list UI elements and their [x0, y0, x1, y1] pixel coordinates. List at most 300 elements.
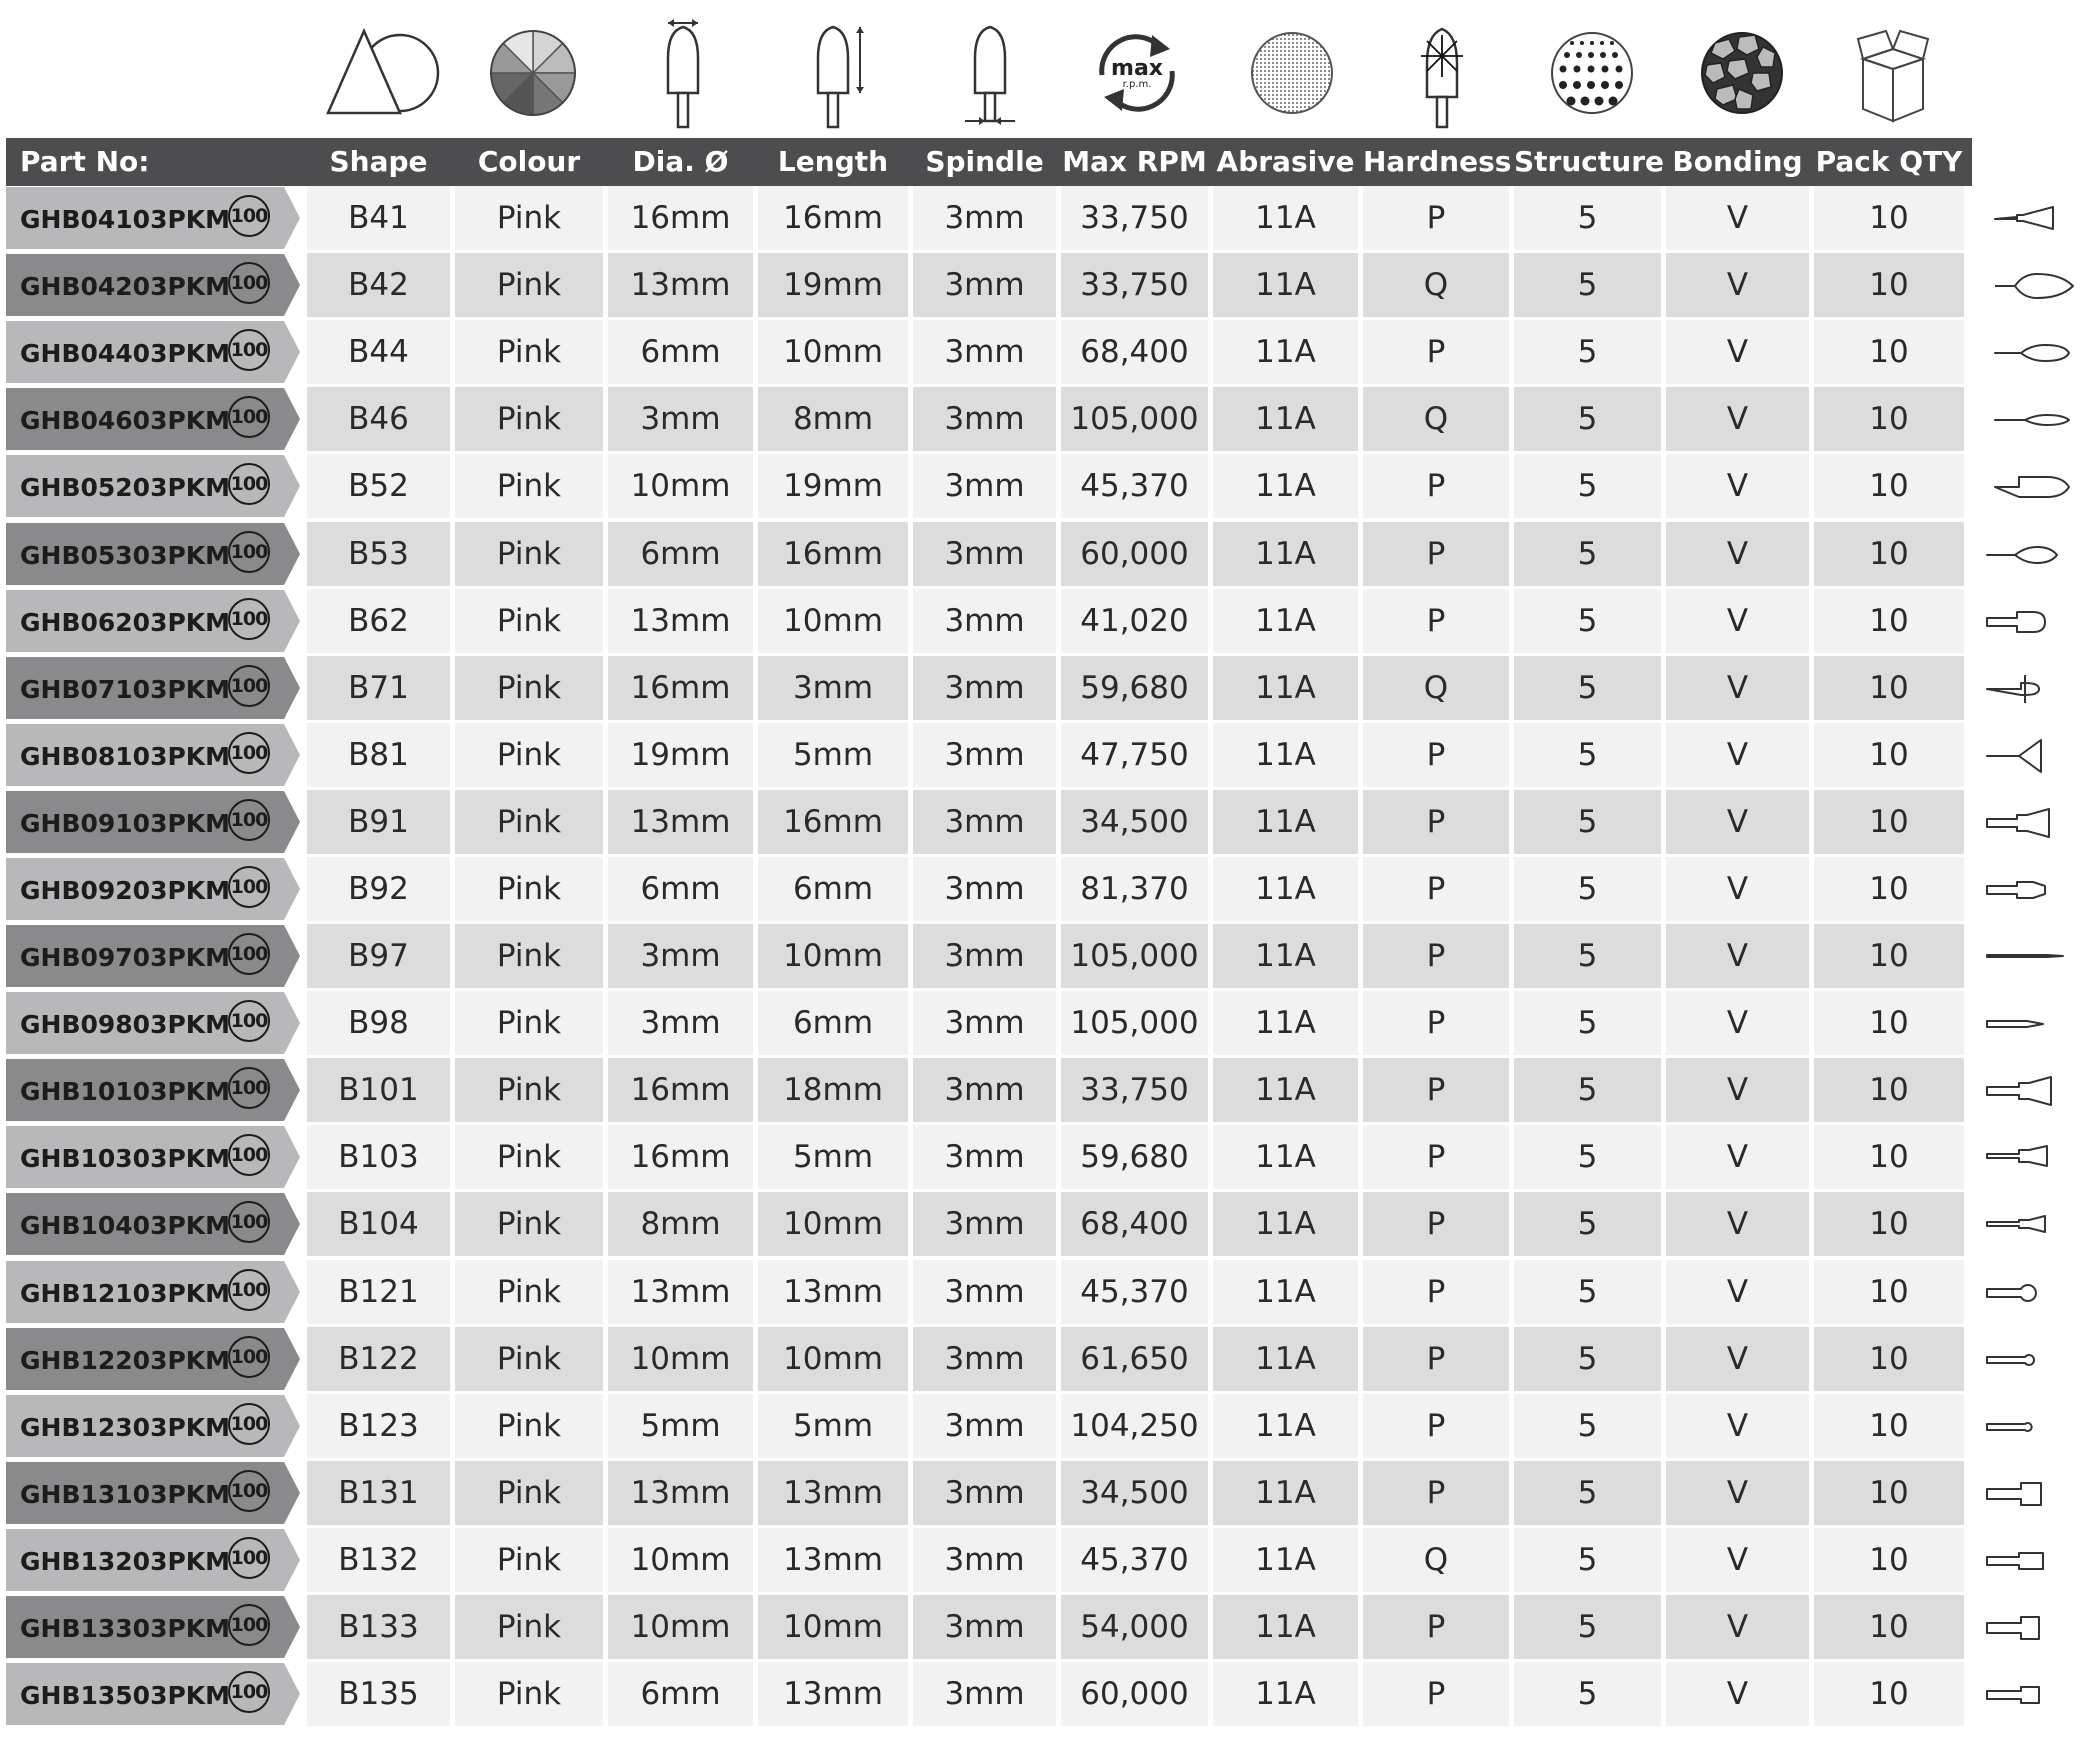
cell-rpm: 68,400 — [1061, 320, 1208, 384]
cell-abrasive: 11A — [1213, 589, 1358, 653]
pack-100-badge: 100 — [228, 1269, 270, 1311]
cell-structure: 5 — [1514, 1662, 1661, 1726]
table-row — [6, 1327, 1972, 1391]
header-max-rpm: Max RPM — [1062, 145, 1207, 178]
cell-hardness: Q — [1363, 1528, 1509, 1592]
table-row — [6, 1461, 1972, 1525]
cell-colour: Pink — [455, 1595, 603, 1659]
cell-dia: 6mm — [608, 1662, 753, 1726]
cell-structure: 5 — [1514, 387, 1661, 451]
cell-qty: 10 — [1814, 1528, 1964, 1592]
header-part-no: Part No: — [20, 145, 150, 178]
b62-shape-icon — [1985, 597, 2085, 647]
cell-length: 8mm — [758, 387, 908, 451]
cell-dia: 19mm — [608, 723, 753, 787]
cell-dia: 13mm — [608, 1260, 753, 1324]
cell-qty: 10 — [1814, 454, 1964, 518]
cell-qty: 10 — [1814, 857, 1964, 921]
table-row — [6, 589, 1972, 653]
b42-shape-icon — [1985, 261, 2085, 311]
cell-dia: 16mm — [608, 1125, 753, 1189]
cell-structure: 5 — [1514, 320, 1661, 384]
cell-qty: 10 — [1814, 387, 1964, 451]
cell-abrasive: 11A — [1213, 253, 1358, 317]
cell-bonding: V — [1666, 522, 1809, 586]
cell-hardness: P — [1363, 1192, 1509, 1256]
table-row — [6, 1192, 1972, 1256]
table-row — [6, 186, 1972, 250]
table-row — [6, 723, 1972, 787]
cell-shape: B97 — [307, 924, 450, 988]
cell-bonding: V — [1666, 1394, 1809, 1458]
table-row — [6, 1260, 1972, 1324]
cell-hardness: P — [1363, 924, 1509, 988]
cell-spindle: 3mm — [913, 857, 1056, 921]
part-number-tag — [6, 1529, 302, 1591]
cell-spindle: 3mm — [913, 522, 1056, 586]
cell-structure: 5 — [1514, 186, 1661, 250]
table-row — [6, 1394, 1972, 1458]
cell-structure: 5 — [1514, 1260, 1661, 1324]
cell-colour: Pink — [455, 1058, 603, 1122]
cell-abrasive: 11A — [1213, 320, 1358, 384]
pack-100-badge: 100 — [228, 665, 270, 707]
b104-shape-icon — [1985, 1201, 2085, 1251]
cell-abrasive: 11A — [1213, 991, 1358, 1055]
cell-colour: Pink — [455, 1192, 603, 1256]
cell-bonding: V — [1666, 186, 1809, 250]
part-number-tag — [6, 1462, 302, 1524]
part-number-tag — [6, 791, 302, 853]
cell-colour: Pink — [455, 320, 603, 384]
cell-hardness: P — [1363, 723, 1509, 787]
cell-structure: 5 — [1514, 1327, 1661, 1391]
length-icon — [760, 10, 910, 136]
cell-bonding: V — [1666, 1327, 1809, 1391]
part-number-tag — [6, 1261, 302, 1323]
cell-shape: B133 — [307, 1595, 450, 1659]
cell-abrasive: 11A — [1213, 1327, 1358, 1391]
cell-abrasive: 11A — [1213, 454, 1358, 518]
part-number: GHB04103PKM — [20, 205, 231, 234]
cell-abrasive: 11A — [1213, 656, 1358, 720]
cell-length: 19mm — [758, 253, 908, 317]
part-number-tag — [6, 590, 302, 652]
cell-spindle: 3mm — [913, 1461, 1056, 1525]
table-row — [6, 991, 1972, 1055]
b101-shape-icon — [1985, 1066, 2085, 1116]
b81-shape-icon — [1985, 731, 2085, 781]
part-number: GHB08103PKM — [20, 742, 231, 771]
cell-abrasive: 11A — [1213, 723, 1358, 787]
cell-bonding: V — [1666, 1192, 1809, 1256]
cell-length: 10mm — [758, 1192, 908, 1256]
cell-rpm: 59,680 — [1061, 656, 1208, 720]
cell-bonding: V — [1666, 857, 1809, 921]
cell-bonding: V — [1666, 320, 1809, 384]
cell-shape: B122 — [307, 1327, 450, 1391]
cell-dia: 5mm — [608, 1394, 753, 1458]
cell-shape: B42 — [307, 253, 450, 317]
cell-rpm: 105,000 — [1061, 991, 1208, 1055]
cell-abrasive: 11A — [1213, 522, 1358, 586]
cell-rpm: 47,750 — [1061, 723, 1208, 787]
part-number: GHB13203PKM — [20, 1547, 231, 1576]
bonding-icon — [1667, 10, 1817, 136]
spec-table — [6, 138, 1972, 1743]
pack-100-badge: 100 — [228, 1134, 270, 1176]
cell-colour: Pink — [455, 857, 603, 921]
cell-abrasive: 11A — [1213, 1058, 1358, 1122]
cell-bonding: V — [1666, 253, 1809, 317]
pack-100-badge: 100 — [228, 195, 270, 237]
part-number-tag — [6, 187, 302, 249]
part-number-tag — [6, 925, 302, 987]
cell-qty: 10 — [1814, 924, 1964, 988]
cell-abrasive: 11A — [1213, 1461, 1358, 1525]
cell-colour: Pink — [455, 924, 603, 988]
cell-spindle: 3mm — [913, 1260, 1056, 1324]
cell-structure: 5 — [1514, 1595, 1661, 1659]
cell-dia: 16mm — [608, 186, 753, 250]
cell-colour: Pink — [455, 1327, 603, 1391]
cell-dia: 16mm — [608, 1058, 753, 1122]
cell-qty: 10 — [1814, 1192, 1964, 1256]
cell-colour: Pink — [455, 454, 603, 518]
cell-spindle: 3mm — [913, 1394, 1056, 1458]
cell-shape: B92 — [307, 857, 450, 921]
header-spindle: Spindle — [925, 145, 1044, 178]
cell-hardness: P — [1363, 522, 1509, 586]
cell-colour: Pink — [455, 253, 603, 317]
part-number-tag — [6, 724, 302, 786]
b135-shape-icon — [1985, 1670, 2085, 1720]
part-number-tag — [6, 1126, 302, 1188]
icon-header-row — [0, 0, 2088, 138]
table-header — [6, 138, 1972, 186]
cell-length: 13mm — [758, 1528, 908, 1592]
cell-qty: 10 — [1814, 1461, 1964, 1525]
cell-length: 13mm — [758, 1260, 908, 1324]
cell-bonding: V — [1666, 991, 1809, 1055]
cell-length: 10mm — [758, 1595, 908, 1659]
table-row — [6, 790, 1972, 854]
abrasive-icon — [1217, 10, 1367, 136]
cell-structure: 5 — [1514, 924, 1661, 988]
part-number-tag — [6, 523, 302, 585]
svg-text:r.p.m.: r.p.m. — [1122, 79, 1152, 90]
cell-hardness: P — [1363, 1327, 1509, 1391]
cell-spindle: 3mm — [913, 790, 1056, 854]
cell-abrasive: 11A — [1213, 186, 1358, 250]
diameter-icon — [608, 10, 758, 136]
part-number-tag — [6, 1059, 302, 1121]
cell-hardness: P — [1363, 1058, 1509, 1122]
cell-qty: 10 — [1814, 1662, 1964, 1726]
cell-rpm: 34,500 — [1061, 790, 1208, 854]
cell-bonding: V — [1666, 656, 1809, 720]
part-number: GHB12103PKM — [20, 1279, 231, 1308]
part-number-tag — [6, 1663, 302, 1725]
part-number-tag — [6, 455, 302, 517]
cell-shape: B46 — [307, 387, 450, 451]
part-number: GHB09103PKM — [20, 809, 231, 838]
part-number-tag — [6, 1193, 302, 1255]
cell-length: 16mm — [758, 186, 908, 250]
cell-spindle: 3mm — [913, 387, 1056, 451]
cell-spindle: 3mm — [913, 1595, 1056, 1659]
table-row — [6, 522, 1972, 586]
b52-shape-icon — [1985, 462, 2085, 512]
pack-100-badge: 100 — [228, 1000, 270, 1042]
cell-hardness: P — [1363, 1595, 1509, 1659]
cell-colour: Pink — [455, 991, 603, 1055]
cell-dia: 10mm — [608, 1528, 753, 1592]
cell-hardness: P — [1363, 857, 1509, 921]
header-length: Length — [777, 145, 889, 178]
cell-dia: 13mm — [608, 589, 753, 653]
cell-dia: 10mm — [608, 1327, 753, 1391]
cell-rpm: 45,370 — [1061, 454, 1208, 518]
part-number: GHB13503PKM — [20, 1681, 231, 1710]
cell-rpm: 33,750 — [1061, 1058, 1208, 1122]
cell-hardness: P — [1363, 589, 1509, 653]
table-row — [6, 1058, 1972, 1122]
cell-dia: 13mm — [608, 253, 753, 317]
cell-rpm: 68,400 — [1061, 1192, 1208, 1256]
cell-length: 5mm — [758, 723, 908, 787]
cell-bonding: V — [1666, 1260, 1809, 1324]
cell-shape: B103 — [307, 1125, 450, 1189]
part-number: GHB07103PKM — [20, 675, 231, 704]
cell-length: 3mm — [758, 656, 908, 720]
cell-bonding: V — [1666, 387, 1809, 451]
cell-bonding: V — [1666, 924, 1809, 988]
header-abrasive: Abrasive — [1216, 145, 1355, 178]
svg-text:max: max — [1111, 56, 1163, 81]
part-number: GHB12303PKM — [20, 1413, 231, 1442]
cell-dia: 6mm — [608, 857, 753, 921]
cell-spindle: 3mm — [913, 1327, 1056, 1391]
cell-shape: B104 — [307, 1192, 450, 1256]
cell-qty: 10 — [1814, 790, 1964, 854]
part-number: GHB04403PKM — [20, 339, 231, 368]
cell-spindle: 3mm — [913, 454, 1056, 518]
cell-qty: 10 — [1814, 522, 1964, 586]
cell-colour: Pink — [455, 1125, 603, 1189]
cell-hardness: P — [1363, 1461, 1509, 1525]
cell-rpm: 33,750 — [1061, 186, 1208, 250]
pack-100-badge: 100 — [228, 1470, 270, 1512]
cell-abrasive: 11A — [1213, 1394, 1358, 1458]
cell-rpm: 45,370 — [1061, 1260, 1208, 1324]
cell-dia: 3mm — [608, 387, 753, 451]
cell-colour: Pink — [455, 790, 603, 854]
cell-structure: 5 — [1514, 1125, 1661, 1189]
header-diameter: Dia. Ø — [632, 145, 729, 178]
cell-spindle: 3mm — [913, 1662, 1056, 1726]
cell-spindle: 3mm — [913, 186, 1056, 250]
cell-rpm: 105,000 — [1061, 387, 1208, 451]
table-row — [6, 320, 1972, 384]
cell-qty: 10 — [1814, 1595, 1964, 1659]
cell-hardness: P — [1363, 1125, 1509, 1189]
structure-icon — [1517, 10, 1667, 136]
cell-dia: 13mm — [608, 1461, 753, 1525]
pack-100-badge: 100 — [228, 933, 270, 975]
cell-rpm: 34,500 — [1061, 1461, 1208, 1525]
cell-structure: 5 — [1514, 454, 1661, 518]
pack-100-badge: 100 — [228, 1604, 270, 1646]
b122-shape-icon — [1985, 1335, 2085, 1385]
header-pack-qty: Pack QTY — [1815, 145, 1963, 178]
cell-hardness: P — [1363, 1260, 1509, 1324]
cell-shape: B98 — [307, 991, 450, 1055]
part-number: GHB13103PKM — [20, 1480, 231, 1509]
cell-shape: B132 — [307, 1528, 450, 1592]
b92-shape-icon — [1985, 865, 2085, 915]
cell-length: 19mm — [758, 454, 908, 518]
cell-qty: 10 — [1814, 1058, 1964, 1122]
b97-shape-icon — [1985, 932, 2085, 982]
cell-length: 5mm — [758, 1394, 908, 1458]
cell-dia: 8mm — [608, 1192, 753, 1256]
cell-length: 10mm — [758, 924, 908, 988]
pack-box-icon — [1818, 10, 1968, 136]
header-colour: Colour — [477, 145, 581, 178]
cell-rpm: 60,000 — [1061, 1662, 1208, 1726]
part-number: GHB04203PKM — [20, 272, 231, 301]
b133-shape-icon — [1985, 1603, 2085, 1653]
cell-colour: Pink — [455, 1260, 603, 1324]
cell-bonding: V — [1666, 790, 1809, 854]
cell-bonding: V — [1666, 723, 1809, 787]
table-row — [6, 924, 1972, 988]
cell-spindle: 3mm — [913, 1058, 1056, 1122]
pack-100-badge: 100 — [228, 531, 270, 573]
cell-abrasive: 11A — [1213, 1125, 1358, 1189]
b98-shape-icon — [1985, 999, 2085, 1049]
cell-abrasive: 11A — [1213, 790, 1358, 854]
cell-rpm: 61,650 — [1061, 1327, 1208, 1391]
cell-dia: 6mm — [608, 522, 753, 586]
cell-spindle: 3mm — [913, 723, 1056, 787]
cell-abrasive: 11A — [1213, 387, 1358, 451]
cell-spindle: 3mm — [913, 1192, 1056, 1256]
cell-length: 10mm — [758, 1327, 908, 1391]
cell-spindle: 3mm — [913, 320, 1056, 384]
part-number: GHB12203PKM — [20, 1346, 231, 1375]
cell-hardness: P — [1363, 320, 1509, 384]
cell-spindle: 3mm — [913, 589, 1056, 653]
cell-qty: 10 — [1814, 991, 1964, 1055]
cell-structure: 5 — [1514, 857, 1661, 921]
cell-shape: B91 — [307, 790, 450, 854]
cell-shape: B135 — [307, 1662, 450, 1726]
cell-dia: 13mm — [608, 790, 753, 854]
b103-shape-icon — [1985, 1133, 2085, 1183]
cell-dia: 6mm — [608, 320, 753, 384]
part-number: GHB09703PKM — [20, 943, 231, 972]
cell-bonding: V — [1666, 454, 1809, 518]
part-number-tag — [6, 657, 302, 719]
b91-shape-icon — [1985, 798, 2085, 848]
cell-shape: B44 — [307, 320, 450, 384]
colour-wheel-icon — [458, 10, 608, 136]
cell-dia: 16mm — [608, 656, 753, 720]
cell-spindle: 3mm — [913, 1528, 1056, 1592]
header-bonding: Bonding — [1672, 145, 1803, 178]
cell-structure: 5 — [1514, 723, 1661, 787]
part-number-tag — [6, 992, 302, 1054]
table-row — [6, 656, 1972, 720]
table-row — [6, 1125, 1972, 1189]
pack-100-badge: 100 — [228, 396, 270, 438]
table-row — [6, 1528, 1972, 1592]
cell-length: 18mm — [758, 1058, 908, 1122]
cell-dia: 10mm — [608, 454, 753, 518]
cell-colour: Pink — [455, 656, 603, 720]
b41-shape-icon — [1985, 194, 2085, 244]
cell-qty: 10 — [1814, 1260, 1964, 1324]
cell-colour: Pink — [455, 1662, 603, 1726]
b53-shape-icon — [1985, 530, 2085, 580]
b123-shape-icon — [1985, 1402, 2085, 1452]
cell-rpm: 105,000 — [1061, 924, 1208, 988]
cell-structure: 5 — [1514, 1461, 1661, 1525]
table-row — [6, 1595, 1972, 1659]
cell-qty: 10 — [1814, 1394, 1964, 1458]
b71-shape-icon — [1985, 664, 2085, 714]
part-number: GHB09803PKM — [20, 1010, 231, 1039]
cell-hardness: P — [1363, 454, 1509, 518]
cell-qty: 10 — [1814, 1125, 1964, 1189]
cell-bonding: V — [1666, 589, 1809, 653]
cell-length: 10mm — [758, 589, 908, 653]
b46-shape-icon — [1985, 395, 2085, 445]
pack-100-badge: 100 — [228, 1403, 270, 1445]
pack-100-badge: 100 — [228, 463, 270, 505]
cell-rpm: 33,750 — [1061, 253, 1208, 317]
cell-structure: 5 — [1514, 1058, 1661, 1122]
part-number: GHB10403PKM — [20, 1211, 231, 1240]
spindle-icon — [915, 10, 1065, 136]
cell-structure: 5 — [1514, 1192, 1661, 1256]
cell-bonding: V — [1666, 1125, 1809, 1189]
cell-length: 13mm — [758, 1461, 908, 1525]
cell-qty: 10 — [1814, 186, 1964, 250]
cell-spindle: 3mm — [913, 991, 1056, 1055]
cell-structure: 5 — [1514, 1528, 1661, 1592]
part-number: GHB05303PKM — [20, 541, 231, 570]
part-number-tag — [6, 388, 302, 450]
cell-structure: 5 — [1514, 522, 1661, 586]
cell-abrasive: 11A — [1213, 857, 1358, 921]
cell-shape: B81 — [307, 723, 450, 787]
cell-abrasive: 11A — [1213, 1192, 1358, 1256]
cell-hardness: Q — [1363, 656, 1509, 720]
cell-dia: 3mm — [608, 991, 753, 1055]
cell-bonding: V — [1666, 1461, 1809, 1525]
part-number-tag — [6, 1596, 302, 1658]
header-hardness: Hardness — [1363, 145, 1512, 178]
cell-shape: B131 — [307, 1461, 450, 1525]
pack-100-badge: 100 — [228, 866, 270, 908]
cell-hardness: P — [1363, 1662, 1509, 1726]
cell-shape: B53 — [307, 522, 450, 586]
cell-structure: 5 — [1514, 656, 1661, 720]
cell-abrasive: 11A — [1213, 924, 1358, 988]
